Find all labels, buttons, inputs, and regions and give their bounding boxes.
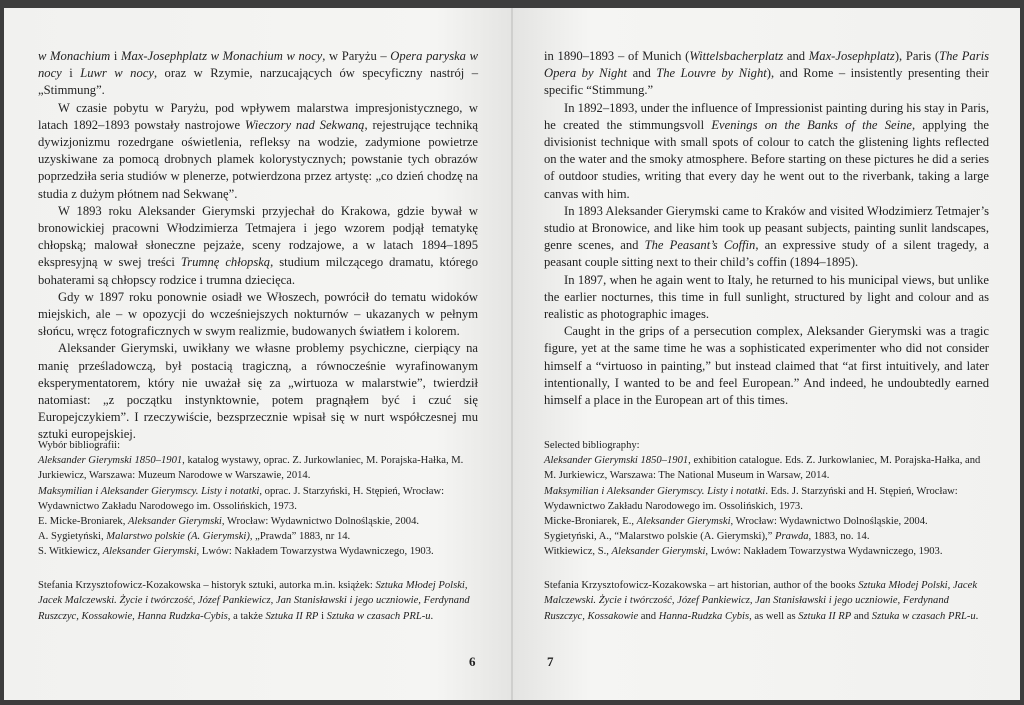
bibliography-title: Selected bibliography:	[544, 440, 640, 451]
italic-text: Sztuka II RP	[798, 610, 852, 622]
italic-text: Maksymilian i Aleksander Gierymscy. Listy i notatki	[38, 485, 260, 497]
right-bibliography	[544, 438, 989, 560]
italic-text: w Monachium	[38, 49, 111, 63]
bibliography-title: Wybór bibliografii:	[38, 440, 121, 451]
bibliography-entry	[38, 514, 478, 529]
text-run: and	[851, 610, 872, 622]
text-run: In 1892–1893, under the influence of Impressionist painting during his stay in Paris, he created the stimmungsvoll	[544, 100, 989, 132]
italic-text: Sztuka w czasach PRL-u	[871, 610, 976, 622]
author-note	[38, 578, 478, 624]
text-run: W 1893 roku Aleksander Gierymski przyjechał do Krakowa, gdzie bywał w bronowickiej pracowni Włodzimierza Tetmajera i jego wzorem podjął tematykę chłopską; malował słoneczne pejzaże, sceny rodzajowe, a w latach 1894–1895 ekspresyjną w swej treści	[38, 203, 478, 270]
text-run: , applying the divisionist technique with small spots of colour to catch the glistening lights reflected on the water and the smoky atmosphere. Before starting on these pictures he did a series of outdoor studies, writing that every day he went out to the riverbank, taking a large canvas with him.	[544, 117, 990, 201]
bibliography-entry	[38, 453, 478, 483]
bibliography-entry	[544, 453, 989, 483]
text-run: , w Paryżu –	[322, 49, 391, 63]
italic-text: Hanna-Rudzka Cybis	[658, 610, 750, 622]
text-run: , Lwów: Nakładem Towarzystwa Wydawniczego, 1903.	[705, 546, 943, 558]
text-run: i	[61, 66, 81, 81]
text-run: and	[638, 610, 659, 622]
italic-text: Aleksander Gierymski	[611, 546, 706, 558]
text-run: , a także	[227, 610, 266, 622]
italic-text: Trumnę chłopską	[180, 255, 271, 270]
text-run: In 1897, when he again went to Italy, he returned to his municipal views, but unlike the earlier nocturnes, this time in full sunlight, structured by light and colour and as realistic as photographic images.	[544, 272, 989, 322]
italic-text: Sztuka Młodej Polski, Jacek Malczewski. Życie i twórczość, Józef Pankiewicz, Jan Stanisławski i jego uczniowie, Ferdynand Ruszczyc, Kossakowie	[544, 580, 978, 622]
text-run: E. Micke-Broniarek,	[38, 516, 129, 528]
bibliography-list	[38, 453, 478, 559]
text-run: Gdy w 1897 roku ponownie osiadł we Włoszech, powrócił do tematu widoków miejskich, ale – w opozycji do wcześniejszych nokturnów – ukazanych w pełnym słońcu, wręcz fotograficznych w swym realizmie, budowanych światłem i kolorem.	[38, 289, 478, 339]
bibliography-entry	[544, 529, 989, 544]
italic-text: Luwr w nocy	[80, 66, 154, 81]
italic-text: Sztuka Młodej Polski, Jacek Malczewski. Życie i twórczość, Józef Pankiewicz, Jan Stanisławski i jego uczniowie, Ferdynand Ruszczyc, Kossakowie, Hanna Rudzka-Cybis	[38, 580, 470, 622]
text-run: and	[627, 66, 657, 81]
text-run: Micke-Broniarek, E.,	[544, 516, 637, 528]
text-run: .	[975, 610, 979, 622]
italic-text: Aleksander Gierymski 1850–1901	[38, 455, 183, 467]
paragraph	[544, 323, 989, 409]
italic-text: The Peasant’s Coffin	[644, 238, 756, 253]
italic-text: Sztuka w czasach PRL-u	[326, 610, 431, 622]
italic-text: Malarstwo polskie (A. Gierymski)	[106, 531, 250, 543]
text-run: , Wrocław: Wydawnictwo Dolnośląskie, 2004.	[730, 516, 928, 528]
text-run: ), Paris (	[894, 49, 940, 63]
text-run: and	[783, 49, 809, 63]
italic-text: Opera paryska w nocy	[38, 49, 479, 81]
text-run: , katalog wystawy, oprac. Z. Jurkowlaniec, M. Porajska-Hałka, M. Jurkiewicz, Warszawa: Muzeum Narodowe w Warszawie, 2014.	[38, 455, 464, 482]
text-run: Witkiewicz, S.,	[544, 546, 612, 558]
page-number: 6	[469, 654, 476, 669]
italic-text: Prawda	[774, 531, 809, 543]
text-run: , 1883, no. 14.	[808, 531, 870, 543]
paragraph	[38, 203, 478, 289]
paragraph	[544, 100, 989, 203]
paragraph	[544, 203, 989, 272]
paragraph	[38, 48, 478, 100]
italic-text: Aleksander Gierymski	[128, 516, 222, 528]
paragraph	[38, 100, 478, 203]
text-run: .	[430, 610, 434, 622]
text-run: Stefania Krzysztofowicz-Kozakowska – historyk sztuki, autorka m.in. książek:	[38, 580, 376, 591]
bibliography-entry	[544, 484, 989, 514]
italic-text: Sztuka II RP	[265, 610, 319, 622]
right-page	[513, 8, 1020, 700]
text-run: , exhibition catalogue. Eds. Z. Jurkowlaniec, M. Porajska-Hałka, and M. Jurkiewicz, Warszawa: The National Museum in Warsaw, 2014.	[544, 455, 981, 482]
text-run: W czasie pobytu w Paryżu, pod wpływem malarstwa impresjonistycznego, w latach 1892–1893 powstały nastrojowe	[38, 100, 478, 132]
page-number: 7	[547, 654, 554, 669]
paragraph	[38, 289, 478, 341]
italic-text: Wittelsbacherplatz	[689, 49, 784, 63]
bibliography-entry	[544, 514, 989, 529]
text-run: i	[318, 610, 327, 622]
text-run: i	[110, 49, 121, 63]
text-run: Aleksander Gierymski, uwikłany we własne problemy psychiczne, cierpiący na manię prześladowczą, był postacią tragiczną, a równocześnie wyrafinowanym eksperymentatorem, który nie uważał się za „wirtuoza w malarstwie”, twierdził natomiast: „z początku instynktownie, potem pragnąłem być i czuć się Europejczykiem”. I rzeczywiście, bezsprzecznie wpisał się w nurt współczesnej mu sztuki europejskiej.	[38, 341, 478, 442]
italic-text: The Louvre by Night	[656, 66, 767, 81]
text-run: S. Witkiewicz,	[38, 546, 103, 558]
text-run: , Lwów: Nakładem Towarzystwa Wydawniczego, 1903.	[196, 546, 434, 558]
text-run: In 1893 Aleksander Gierymski came to Kraków and visited Włodzimierz Tetmajer’s studio at Bronowice, and like him took up peasant subjects, painting sunlit landscapes, genre scenes, and	[544, 203, 989, 253]
text-run: , an expressive study of a silent tragedy, a peasant couple sitting next to their child’s coffin (1894–1895).	[544, 238, 989, 270]
italic-text: Maksymilian i Aleksander Gierymscy. Listy i notatki	[544, 485, 766, 497]
right-body-text	[544, 48, 989, 409]
bibliography-entry	[38, 529, 478, 544]
italic-text: Evenings on the Banks of the Seine	[711, 117, 912, 132]
bibliography-entry	[544, 544, 989, 559]
left-bibliography	[38, 438, 478, 560]
text-run: . Eds. J. Starzyński and H. Stępień, Wrocław: Wydawnictwo Zakładu Narodowego im. Ossolińskich, 1973.	[544, 485, 958, 512]
text-run: , rejestrujące techniką dywizjonizmu rozedrgane oświetlenia, refleksy na wodzie, zadymione powietrze uzyskiwane za pomocą drobnych plamek kolorystycznych; powstanie tych obrazów poprzedziła seria studiów w plenerze, potwierdzona przez artystę: „co dzień chodzę na studia z dużym płótnem nad Sekwanę”.	[38, 117, 479, 201]
italic-text: Aleksander Gierymski	[636, 516, 731, 528]
left-body-text	[38, 48, 478, 444]
italic-text: Wieczory nad Sekwaną	[244, 117, 365, 132]
author-note	[544, 578, 989, 624]
italic-text: Aleksander Gierymski	[102, 546, 197, 558]
text-run: ), and Rome – insistently presenting their specific “Stimmung.”	[544, 66, 989, 98]
text-run: , oprac. J. Starzyński, H. Stępień, Wrocław: Wydawnictwo Zakładu Narodowego im. Ossolińskich, 1973.	[38, 485, 445, 512]
text-run: , as well as	[749, 610, 799, 622]
text-run: A. Sygietyński,	[38, 531, 107, 543]
italic-text: Max-Josephplatz w Monachium w nocy	[120, 49, 323, 63]
bibliography-entry	[38, 484, 478, 514]
text-run: Caught in the grips of a persecution complex, Aleksander Gierymski was a tragic figure, yet at the same time he was a sophisticated experimenter who did not consider himself a “virtuoso in painting,” but instead claimed that “at first intuitively, and later intentionally, I wanted to be and feel European.” And indeed, he undoubtedly earned himself a place in the European art of this times.	[544, 324, 989, 408]
italic-text: Max-Josephplatz	[808, 49, 895, 63]
paragraph	[38, 340, 478, 443]
text-run: , Wrocław: Wydawnictwo Dolnośląskie, 2004.	[221, 516, 420, 528]
text-run: Sygietyński, A., “Malarstwo polskie (A. Gierymski),”	[544, 531, 775, 543]
italic-text: Aleksander Gierymski 1850–1901	[544, 455, 689, 467]
text-run: , oraz w Rzymie, narzucających ów specyficzny nastrój – „Stimmung”.	[38, 66, 479, 98]
paragraph	[544, 48, 989, 100]
italic-text: The Paris Opera by Night	[544, 49, 989, 81]
text-run: in 1890–1893 – of Munich (	[544, 49, 690, 63]
left-page	[4, 8, 513, 700]
text-run: , studium milczącego dramatu, którego bohaterami są chłopscy rodzice i trumna dziecięca.	[38, 255, 479, 287]
bibliography-entry	[38, 544, 478, 559]
text-run: , „Prawda” 1883, nr 14.	[249, 531, 351, 543]
text-run: Stefania Krzysztofowicz-Kozakowska – art historian, author of the books	[544, 580, 859, 591]
paragraph	[544, 272, 989, 324]
bibliography-list	[544, 453, 989, 559]
